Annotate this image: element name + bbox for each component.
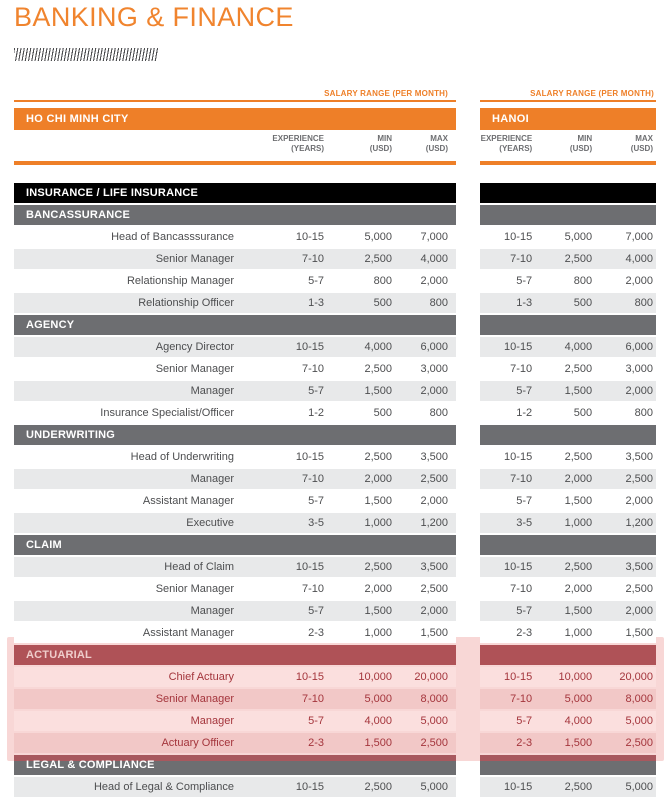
table-row [480,469,656,489]
max-salary-cell: 20,000 [414,671,448,683]
role-cell: Assistant Manager [142,495,234,507]
min-salary-cell: 4,000 [364,715,392,727]
min-salary-cell: 1,500 [564,737,593,749]
experience-cell: 10-15 [504,341,533,353]
orange-rule-thick [14,161,456,165]
max-salary-cell: 3,000 [625,363,653,375]
table-row [480,513,656,533]
column-header-max: MAX (USD) [630,134,653,153]
experience-cell: 10-15 [295,781,324,793]
max-salary-cell: 3,000 [420,363,448,375]
column-headers [14,134,456,154]
role-cell: Senior Manager [155,253,234,265]
experience-cell: 10-15 [504,781,533,793]
min-salary-cell: 500 [373,297,392,309]
table-row [14,447,456,467]
min-salary-cell: 1,500 [364,605,392,617]
min-salary-cell: 5,000 [364,231,392,243]
section-bar [480,205,656,225]
table-body-hanoi [480,183,656,799]
experience-cell: 7-10 [510,473,533,485]
experience-cell: 7-10 [301,473,324,485]
column-headers [480,134,656,154]
min-salary-cell: 2,500 [364,781,392,793]
max-salary-cell: 1,200 [625,517,653,529]
table-hanoi [480,0,656,800]
max-salary-cell: 5,000 [625,781,653,793]
min-salary-cell: 4,000 [564,341,593,353]
max-salary-cell: 5,000 [420,781,448,793]
min-salary-cell: 500 [373,407,392,419]
min-salary-cell: 10,000 [358,671,392,683]
table-row [480,579,656,599]
category-bar [480,183,656,203]
role-cell: Head of Claim [164,561,234,573]
table-row [480,623,656,643]
experience-cell: 10-15 [295,561,324,573]
max-salary-cell: 800 [429,407,448,419]
role-cell: Actuary Officer [161,737,234,749]
section-bar: LEGAL & COMPLIANCE [14,755,456,775]
min-salary-cell: 2,500 [364,451,392,463]
min-salary-cell: 5,000 [364,693,392,705]
table-row [480,667,656,687]
table-row [14,557,456,577]
role-cell: Relationship Officer [138,297,234,309]
max-salary-cell: 800 [634,297,653,309]
max-salary-cell: 2,000 [625,385,653,397]
role-cell: Assistant Manager [142,627,234,639]
experience-cell: 10-15 [295,341,324,353]
experience-cell: 1-2 [516,407,533,419]
role-cell: Senior Manager [155,583,234,595]
experience-cell: 5-7 [308,385,324,397]
min-salary-cell: 4,000 [364,341,392,353]
experience-cell: 10-15 [295,451,324,463]
min-salary-cell: 2,500 [564,561,593,573]
min-salary-cell: 4,000 [564,715,593,727]
experience-cell: 10-15 [504,671,533,683]
table-row [480,711,656,731]
max-salary-cell: 6,000 [625,341,653,353]
table-row [14,733,456,753]
section-bar: UNDERWRITING [14,425,456,445]
max-salary-cell: 4,000 [625,253,653,265]
max-salary-cell: 3,500 [420,451,448,463]
max-salary-cell: 8,000 [420,693,448,705]
role-cell: Manager [190,715,234,727]
table-row [14,513,456,533]
section-bar [480,645,656,665]
experience-cell: 7-10 [510,583,533,595]
max-salary-cell: 2,500 [420,583,448,595]
max-salary-cell: 7,000 [625,231,653,243]
section-bar [480,425,656,445]
max-salary-cell: 2,000 [625,605,653,617]
table-row [480,777,656,797]
max-salary-cell: 2,500 [420,737,448,749]
table-row [480,403,656,423]
city-bar-hcmc: HO CHI MINH CITY [14,108,456,130]
experience-cell: 2-3 [516,627,533,639]
table-row [14,689,456,709]
section-bar: BANCASSURANCE [14,205,456,225]
experience-cell: 7-10 [510,253,533,265]
column-header-min: MIN (USD) [369,134,392,153]
experience-cell: 1-3 [516,297,533,309]
min-salary-cell: 1,500 [564,495,593,507]
table-row [480,491,656,511]
role-cell: Insurance Specialist/Officer [100,407,234,419]
min-salary-cell: 1,000 [364,517,392,529]
role-cell: Executive [186,517,234,529]
table-hcmc [14,0,456,800]
table-row [14,667,456,687]
min-salary-cell: 2,000 [564,583,593,595]
min-salary-cell: 2,500 [564,451,593,463]
max-salary-cell: 1,200 [420,517,448,529]
min-salary-cell: 5,000 [564,231,593,243]
experience-cell: 5-7 [516,605,533,617]
min-salary-cell: 1,500 [564,605,593,617]
min-salary-cell: 5,000 [564,693,593,705]
min-salary-cell: 2,500 [564,363,593,375]
max-salary-cell: 1,500 [420,627,448,639]
min-salary-cell: 500 [573,297,593,309]
max-salary-cell: 2,500 [420,473,448,485]
max-salary-cell: 2,000 [420,495,448,507]
max-salary-cell: 2,000 [625,275,653,287]
role-cell: Manager [190,385,234,397]
max-salary-cell: 2,000 [420,605,448,617]
orange-rule-thick [480,161,656,165]
max-salary-cell: 4,000 [420,253,448,265]
table-row [14,469,456,489]
experience-cell: 5-7 [308,275,324,287]
experience-cell: 7-10 [510,693,533,705]
table-row [14,491,456,511]
min-salary-cell: 1,500 [564,385,593,397]
table-row [480,381,656,401]
table-row [14,249,456,269]
salary-range-label: SALARY RANGE (PER MONTH) [324,89,448,98]
min-salary-cell: 2,500 [564,781,593,793]
table-row [14,227,456,247]
max-salary-cell: 800 [429,297,448,309]
experience-cell: 2-3 [516,737,533,749]
min-salary-cell: 500 [573,407,593,419]
experience-cell: 7-10 [301,693,324,705]
min-salary-cell: 1,000 [364,627,392,639]
min-salary-cell: 10,000 [558,671,593,683]
table-row [480,337,656,357]
experience-cell: 5-7 [516,385,533,397]
max-salary-cell: 5,000 [625,715,653,727]
max-salary-cell: 5,000 [420,715,448,727]
role-cell: Relationship Manager [126,275,234,287]
column-header-max: MAX (USD) [425,134,448,153]
table-row [480,227,656,247]
role-cell: Head of Bancasssurance [111,231,234,243]
table-row [14,623,456,643]
min-salary-cell: 2,000 [364,583,392,595]
table-row [480,359,656,379]
table-row [480,689,656,709]
column-header-min: MIN (USD) [569,134,593,153]
table-row [14,293,456,313]
experience-cell: 5-7 [308,605,324,617]
table-row [480,249,656,269]
section-bar [480,755,656,775]
experience-cell: 7-10 [301,363,324,375]
max-salary-cell: 1,500 [625,627,653,639]
max-salary-cell: 2,000 [625,495,653,507]
role-cell: Senior Manager [155,693,234,705]
page-title: BANKING & FINANCE [14,2,294,32]
column-header-experience: EXPERIENCE (YEARS) [272,134,324,153]
experience-cell: 7-10 [301,253,324,265]
table-body-hcmc [14,183,456,799]
table-row [14,579,456,599]
table-row [14,711,456,731]
table-row [480,601,656,621]
experience-cell: 5-7 [516,275,533,287]
experience-cell: 3-5 [308,517,324,529]
min-salary-cell: 1,500 [364,737,392,749]
min-salary-cell: 1,000 [564,627,593,639]
max-salary-cell: 3,500 [625,451,653,463]
orange-rule-thin [14,100,456,102]
table-row [14,381,456,401]
max-salary-cell: 2,000 [420,275,448,287]
experience-cell: 10-15 [295,231,324,243]
orange-rule-thin [480,100,656,102]
experience-cell: 10-15 [504,561,533,573]
role-cell: Agency Director [155,341,234,353]
experience-cell: 2-3 [308,627,324,639]
experience-cell: 10-15 [504,451,533,463]
experience-cell: 2-3 [308,737,324,749]
table-row [480,447,656,467]
min-salary-cell: 2,500 [364,561,392,573]
max-salary-cell: 800 [634,407,653,419]
min-salary-cell: 2,500 [564,253,593,265]
role-cell: Head of Legal & Compliance [93,781,234,793]
role-cell: Chief Actuary [168,671,234,683]
max-salary-cell: 8,000 [625,693,653,705]
table-row [14,403,456,423]
max-salary-cell: 2,500 [625,473,653,485]
table-row [480,733,656,753]
min-salary-cell: 2,500 [364,253,392,265]
column-header-experience: EXPERIENCE (YEARS) [480,134,533,153]
experience-cell: 5-7 [308,495,324,507]
experience-cell: 7-10 [510,363,533,375]
section-bar: CLAIM [14,535,456,555]
max-salary-cell: 6,000 [420,341,448,353]
table-row [14,601,456,621]
experience-cell: 5-7 [516,495,533,507]
category-bar: INSURANCE / LIFE INSURANCE [14,183,456,203]
city-bar-hanoi: HANOI [480,108,656,130]
max-salary-cell: 3,500 [625,561,653,573]
salary-range-label: SALARY RANGE (PER MONTH) [530,89,654,98]
max-salary-cell: 2,500 [625,737,653,749]
min-salary-cell: 2,000 [364,473,392,485]
section-bar [480,315,656,335]
max-salary-cell: 7,000 [420,231,448,243]
table-row [14,271,456,291]
experience-cell: 5-7 [308,715,324,727]
min-salary-cell: 2,500 [364,363,392,375]
max-salary-cell: 3,500 [420,561,448,573]
experience-cell: 1-3 [308,297,324,309]
table-row [14,359,456,379]
table-row [480,271,656,291]
experience-cell: 7-10 [301,583,324,595]
role-cell: Manager [190,605,234,617]
role-cell: Senior Manager [155,363,234,375]
min-salary-cell: 800 [373,275,392,287]
table-row [14,337,456,357]
max-salary-cell: 20,000 [619,671,653,683]
experience-cell: 1-2 [308,407,324,419]
max-salary-cell: 2,500 [625,583,653,595]
experience-cell: 5-7 [516,715,533,727]
experience-cell: 10-15 [504,231,533,243]
min-salary-cell: 800 [573,275,593,287]
table-row [14,777,456,797]
experience-cell: 10-15 [295,671,324,683]
section-bar: ACTUARIAL [14,645,456,665]
table-row [480,557,656,577]
min-salary-cell: 1,500 [364,495,392,507]
min-salary-cell: 1,500 [364,385,392,397]
section-bar [480,535,656,555]
role-cell: Manager [190,473,234,485]
section-bar: AGENCY [14,315,456,335]
role-column-spacer [14,134,238,154]
max-salary-cell: 2,000 [420,385,448,397]
role-cell: Head of Underwriting [130,451,234,463]
min-salary-cell: 1,000 [564,517,593,529]
experience-cell: 3-5 [516,517,533,529]
table-row [480,293,656,313]
min-salary-cell: 2,000 [564,473,593,485]
